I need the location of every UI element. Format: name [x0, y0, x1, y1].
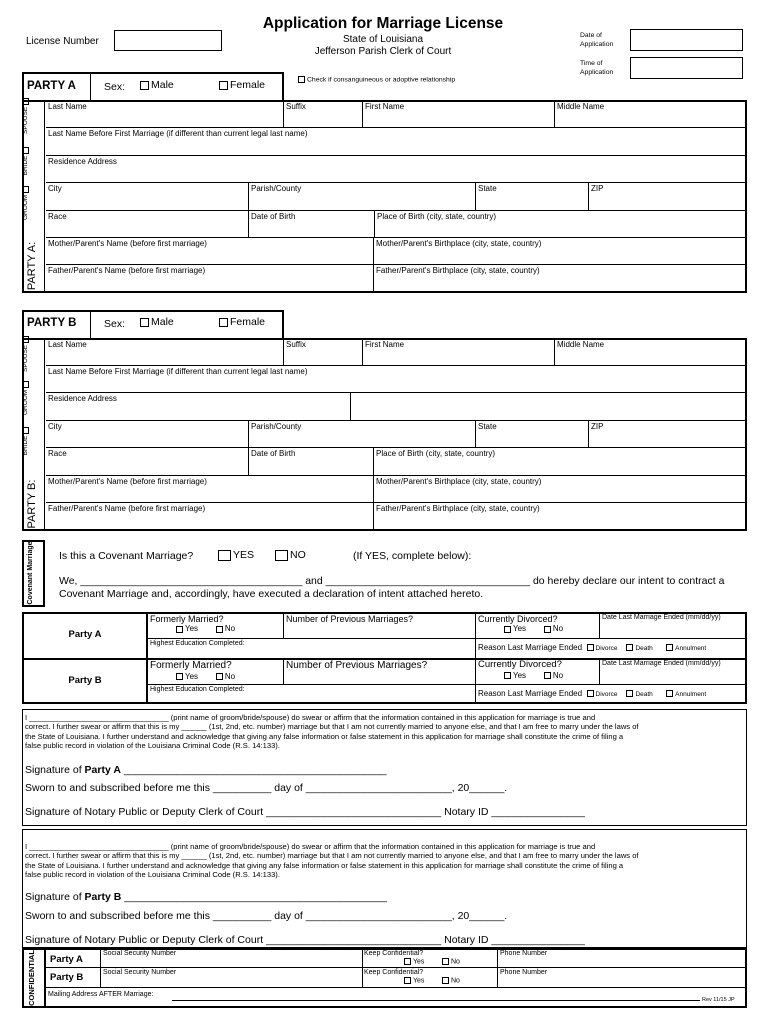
party-b-last-name-before[interactable]: Last Name Before First Marriage (if different than current legal last name) — [46, 366, 745, 393]
b-formerly-married[interactable]: Formerly Married? Yes No — [148, 659, 284, 685]
party-a-dob[interactable]: Date of Birth — [249, 211, 375, 238]
oath-a-sworn[interactable]: Sworn to and subscribed before me this __________ day of _________________________, 20______. — [25, 782, 508, 794]
party-a-state[interactable]: State — [476, 183, 589, 211]
party-a-male-option[interactable]: Male — [140, 79, 174, 91]
b-date-last-ended[interactable]: Date Last Marriage Ended (mm/dd/yy) — [600, 659, 745, 685]
party-b-female-option[interactable]: Female — [219, 316, 265, 328]
covenant-yes-option[interactable]: YES — [218, 549, 254, 561]
covenant-if-yes: (If YES, complete below): — [353, 550, 472, 562]
party-a-parish[interactable]: Parish/County — [249, 183, 476, 211]
party-b-male-option[interactable]: Male — [140, 316, 174, 328]
party-b-side-groom: GROOM — [22, 377, 46, 417]
conf-a-phone[interactable]: Phone Number — [500, 950, 548, 957]
marital-party-b: Party B — [68, 675, 102, 686]
conf-party-b: Party B — [50, 972, 84, 983]
party-b-race[interactable]: Race — [46, 448, 249, 476]
state-name: State of Louisiana — [342, 34, 424, 45]
party-a-title: PARTY A — [27, 80, 76, 92]
party-b-female-checkbox[interactable] — [219, 318, 228, 327]
time-of-application-field[interactable] — [630, 57, 743, 79]
party-b-residence[interactable]: Residence Address — [46, 393, 351, 421]
license-number-field[interactable] — [114, 30, 222, 51]
a-education[interactable]: Highest Education Completed: — [148, 639, 476, 658]
covenant-declaration-line1: We, ______________________________________ and ___________________________________ do hereby declare our intent to contract a — [59, 575, 725, 587]
party-b-parish[interactable]: Parish/County — [249, 421, 476, 448]
party-a-residence[interactable]: Residence Address — [46, 156, 745, 183]
party-b-residence-cont[interactable] — [351, 393, 745, 421]
party-b-father-birthplace[interactable]: Father/Parent's Birthplace (city, state, country) — [376, 504, 540, 513]
party-a-suffix[interactable]: Suffix — [284, 101, 363, 128]
oath-b-signature[interactable]: Signature of Party B _____________________________________________ — [25, 891, 388, 903]
party-a-zip[interactable]: ZIP — [589, 183, 745, 211]
party-b-sex-label: Sex: — [104, 318, 126, 330]
oath-b-notary[interactable]: Signature of Notary Public or Deputy Clerk of Court ______________________________ Notary ID ________________ — [25, 934, 585, 946]
covenant-yes-checkbox[interactable] — [218, 550, 231, 561]
a-reason-ended[interactable]: Reason Last Marriage Ended Divorce Death Annulment — [478, 643, 707, 652]
oath-b-sworn[interactable]: Sworn to and subscribed before me this __________ day of _________________________, 20______. — [25, 910, 508, 922]
covenant-side-label: Covenant Marriage — [27, 541, 34, 605]
office-name: Jefferson Parish Clerk of Court — [314, 46, 452, 57]
party-a-sex-label: Sex: — [104, 81, 126, 93]
revision-label: Rev 11/15 JP — [702, 997, 735, 1003]
b-num-previous[interactable]: Number of Previous Marriages? — [284, 659, 476, 685]
conf-b-phone[interactable]: Phone Number — [500, 969, 548, 976]
consanguineous-label: Check if consanguineous or adoptive relationship — [307, 76, 456, 84]
b-currently-divorced[interactable]: Currently Divorced? Yes No — [476, 659, 600, 685]
party-a-side-groom: GROOM — [22, 182, 46, 222]
party-a-race[interactable]: Race — [46, 211, 249, 238]
party-b-side-spouse: SPOUSE — [22, 333, 46, 373]
license-number-label: License Number — [26, 36, 99, 47]
a-formerly-married[interactable]: Formerly Married? Yes No — [148, 613, 284, 639]
oath-a-text: I _________________________________ (print name of groom/bride/spouse) do swear or affirm that the information contained in this application for marriage is true and correct. I further swear or affirm that this is my ______ (1st, 2nd, etc. number) marriage but that I am not currently married to anyone else, and that I am free to marry under the laws of the State of Louisiana. I further understand and acknowledge that giving any false information or false statement in this application for marriage shall constitute the crime of filing a false public record in violation of the Louisiana Criminal Code (R.S. 14:133). — [25, 713, 639, 750]
party-b-zip[interactable]: ZIP — [589, 421, 745, 448]
party-a-side-bride: BRIDE — [22, 140, 46, 180]
party-a-mother-birthplace[interactable]: Mother/Parent's Birthplace (city, state, country) — [374, 238, 745, 265]
date-of-application-label: Date of Application — [580, 32, 614, 48]
party-b-mother-birthplace[interactable]: Mother/Parent's Birthplace (city, state, country) — [374, 476, 745, 503]
party-a-last-name-before[interactable]: Last Name Before First Marriage (if different than current legal last name) — [46, 128, 745, 156]
b-education[interactable]: Highest Education Completed: — [148, 685, 476, 703]
party-a-city[interactable]: City — [46, 183, 249, 211]
party-a-mother-name[interactable]: Mother/Parent's Name (before first marriage) — [46, 238, 374, 265]
party-b-city[interactable]: City — [46, 421, 249, 448]
party-a-last-name[interactable]: Last Name — [46, 101, 284, 128]
a-num-previous[interactable]: Number of Previous Marriages? — [284, 613, 476, 639]
date-of-application-field[interactable] — [630, 29, 743, 51]
conf-a-ssn[interactable]: Social Security Number — [103, 950, 177, 957]
oath-a-notary[interactable]: Signature of Notary Public or Deputy Clerk of Court ______________________________ Notary ID ________________ — [25, 806, 585, 818]
conf-mailing-address[interactable]: Mailing Address AFTER Marriage: — [48, 991, 154, 998]
party-b-side-bride: BRIDE — [22, 420, 46, 460]
party-b-side-label: PARTY B: — [26, 479, 38, 529]
party-a-first-name[interactable]: First Name — [363, 101, 555, 128]
conf-b-keep[interactable]: Keep Confidential? Yes No — [364, 969, 460, 985]
covenant-declaration-line2: Covenant Marriage and, accordingly, have executed a declaration of intent attached hereto. — [59, 588, 484, 600]
marital-party-a: Party A — [68, 629, 102, 640]
party-b-male-checkbox[interactable] — [140, 318, 149, 327]
party-b-first-name[interactable]: First Name — [363, 339, 555, 366]
confidential-side-label: CONFIDENTIAL — [27, 950, 36, 1006]
party-b-middle-name[interactable]: Middle Name — [555, 339, 745, 366]
oath-a-signature[interactable]: Signature of Party A _____________________________________________ — [25, 764, 387, 776]
a-date-last-ended[interactable]: Date Last Marriage Ended (mm/dd/yy) — [600, 613, 745, 639]
time-of-application-label: Time of Application — [580, 60, 614, 76]
b-reason-ended[interactable]: Reason Last Marriage Ended Divorce Death Annulment — [478, 689, 707, 698]
covenant-question: Is this a Covenant Marriage? — [59, 550, 194, 562]
party-b-pob[interactable]: Place of Birth (city, state, country) — [374, 448, 745, 476]
page-title: Application for Marriage License — [262, 15, 504, 32]
consanguineous-checkbox[interactable] — [298, 76, 305, 83]
party-b-title: PARTY B — [27, 317, 77, 329]
covenant-no-checkbox[interactable] — [275, 550, 288, 561]
party-a-pob[interactable]: Place of Birth (city, state, country) — [375, 211, 745, 238]
party-b-last-name[interactable]: Last Name — [46, 339, 284, 366]
conf-b-ssn[interactable]: Social Security Number — [103, 969, 177, 976]
party-b-mother-name[interactable]: Mother/Parent's Name (before first marriage) — [46, 476, 374, 503]
covenant-no-option[interactable]: NO — [275, 549, 306, 561]
party-b-father-name[interactable]: Father/Parent's Name (before first marriage) — [46, 503, 374, 530]
party-a-side-spouse: SPOUSE — [22, 95, 46, 135]
party-a-middle-name[interactable]: Middle Name — [555, 101, 745, 128]
party-b-dob[interactable]: Date of Birth — [249, 448, 374, 476]
a-currently-divorced[interactable]: Currently Divorced? Yes No — [476, 613, 600, 639]
conf-a-keep[interactable]: Keep Confidential? Yes No — [364, 950, 460, 966]
party-a-father-birthplace[interactable]: Father/Parent's Birthplace (city, state, country) — [376, 266, 540, 275]
oath-b-text: I _________________________________ (print name of groom/bride/spouse) do swear or affirm that the information contained in this application for marriage is true and correct. I further swear or affirm that this is my ______ (1st, 2nd, etc. number) marriage but that I am not currently married to anyone else, and that I am free to marry under the laws of the State of Louisiana. I further understand and acknowledge that giving any false information or false statement in this application for marriage shall constitute the crime of filing a false public record in violation of the Louisiana Criminal Code (R.S. 14:133). — [25, 842, 639, 879]
party-a-male-checkbox[interactable] — [140, 81, 149, 90]
party-a-female-checkbox[interactable] — [219, 81, 228, 90]
consanguineous-checkbox-row[interactable] — [298, 76, 455, 83]
conf-party-a: Party A — [50, 954, 83, 965]
party-a-father-name[interactable]: Father/Parent's Name (before first marriage) — [46, 265, 374, 292]
party-b-suffix[interactable]: Suffix — [284, 339, 363, 366]
party-a-side-label: PARTY A: — [26, 241, 38, 291]
party-b-state[interactable]: State — [476, 421, 589, 448]
party-a-female-option[interactable]: Female — [219, 79, 265, 91]
